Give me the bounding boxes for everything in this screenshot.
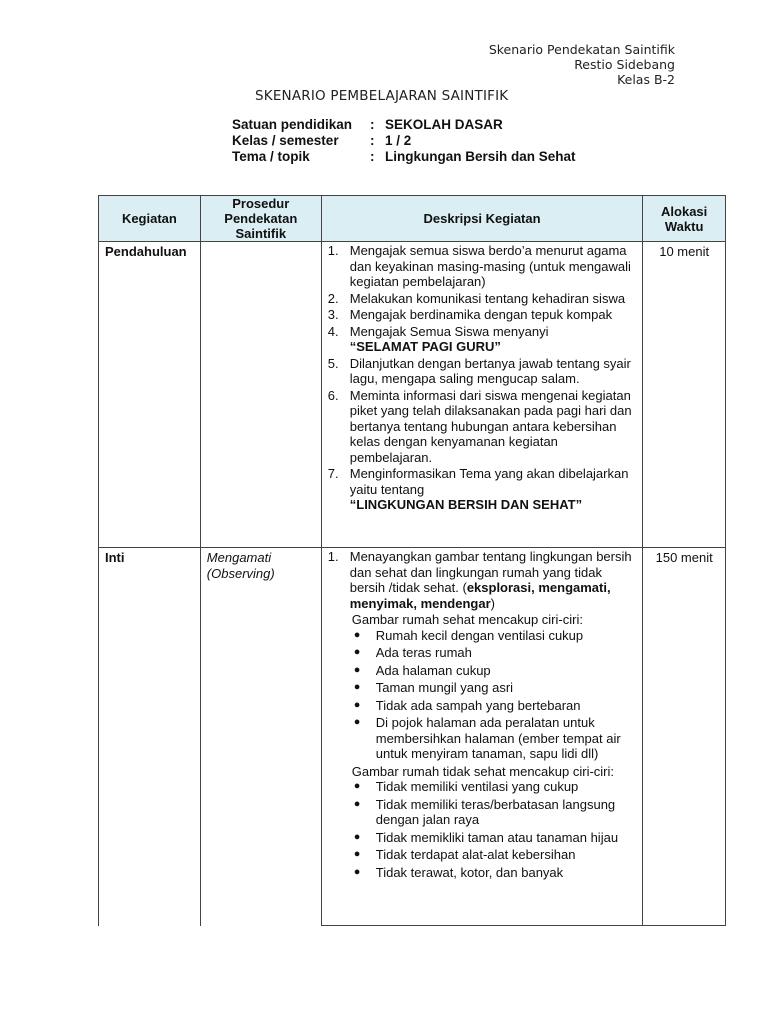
document-header [489,42,675,87]
list-item [354,645,639,661]
sehat-list [328,628,639,762]
meta-label: Tema / topik [232,149,310,164]
list-item [328,466,639,513]
cell-alokasi: 10 menit [643,242,726,548]
step-text: Mengajak berdinamika dengan tepuk kompak [349,307,613,322]
cell-kegiatan: Pendahuluan [99,242,201,548]
step-text: Mengajak semua siswa berdo’a menurut agama dan keyakinan masing-masing (untuk mengawali kegiatan pembelajaran) [349,243,631,289]
list-item [328,243,639,290]
scenario-table [98,195,726,926]
list-item [354,865,639,881]
table-row-inti [99,548,726,926]
step-text-wrap [350,324,639,355]
bullet-icon: ● [353,663,361,676]
bullet-icon: ● [353,628,361,641]
header-alokasi: Alokasi Waktu [643,196,726,242]
table-row-pendahuluan [99,242,726,548]
tidak-sehat-intro: Gambar rumah tidak sehat mencakup ciri-ciri: [351,763,615,779]
meta-label: Kelas / semester [232,133,339,148]
meta-block [232,117,576,165]
step-text-wrap [350,549,639,611]
bullet-icon: ● [353,865,361,878]
header-line-1: Skenario Pendekatan Saintifik [488,42,675,57]
theme-title: “LINGKUNGAN BERSIH DAN SEHAT” [349,497,583,512]
step-text: Menginformasikan Tema yang akan dibelajarkan yaitu tentang [349,466,629,497]
meta-colon: : [370,117,375,132]
bullet-text: Tidak memikliki taman atau tanaman hijau [375,829,619,845]
step-number: 4. [327,323,339,339]
list-item [328,388,639,466]
sehat-intro: Gambar rumah sehat mencakup ciri-ciri: [351,612,583,627]
bullet-text: Taman mungil yang asri [375,680,514,695]
step-text-wrap [350,466,639,513]
header-kegiatan: Kegiatan [99,196,201,242]
bullet-text: Tidak memiliki teras/berbatasan langsung dengan jalan raya [375,796,616,827]
cell-deskripsi [321,242,643,548]
header-deskripsi: Deskripsi Kegiatan [321,196,643,242]
bullet-icon: ● [353,698,361,711]
song-title: “SELAMAT PAGI GURU” [349,339,501,354]
bullet-text: Tidak memiliki ventilasi yang cukup [375,779,579,794]
bullet-icon: ● [353,797,361,810]
list-item [354,797,639,828]
step-number: 7. [327,466,339,481]
cell-prosedur [200,242,321,548]
step-number: 3. [327,307,339,322]
list-item [354,779,639,795]
bullet-text: Ada halaman cukup [375,662,491,678]
bullet-icon: ● [353,848,361,860]
step-number: 6. [327,387,339,403]
bullet-text: Tidak terdapat alat-alat kebersihan [375,847,576,862]
list-item [354,698,639,714]
table-header-row [99,196,726,242]
list-item [354,680,639,696]
tidak-sehat-list [328,779,639,880]
bullet-text: Ada teras rumah [375,645,472,660]
list-item [354,715,639,762]
step-number: 1. [327,243,339,258]
step-text-close: ) [490,595,495,611]
header-prosedur: Prosedur Pendekatan Saintifik [200,196,321,242]
bullet-icon: ● [353,780,361,792]
list-item [328,549,639,611]
meta-colon: : [370,133,375,148]
step-text: Meminta informasi dari siswa mengenai kegiatan piket yang telah dilaksanakan pada pagi hari dan bertanya tentang hubungan antara kebersihan kelas dengan kenyamanan kegiatan pembelajaran. [349,387,632,465]
bullet-icon: ● [353,646,361,658]
bullet-text: Tidak ada sampah yang bertebaran [375,697,581,713]
list-item [354,847,639,863]
meta-value: SEKOLAH DASAR [385,117,503,132]
step-list [328,549,639,611]
list-item [354,830,639,846]
meta-row [232,117,576,133]
step-text: Mengajak Semua Siswa menyanyi [349,323,549,339]
list-item [328,356,639,387]
list-item [328,324,639,355]
bullet-icon: ● [353,716,361,728]
bullet-icon: ● [353,681,361,693]
step-list [328,243,639,513]
cell-alokasi: 150 menit [643,548,726,926]
bullet-text: Di pojok halaman ada peralatan untuk membersihkan halaman (ember tempat air untuk menyiram tanaman, sapu lidi dll) [375,715,621,761]
document-title: SKENARIO PEMBELAJARAN SAINTIFIK [255,88,509,104]
meta-label: Satuan pendidikan [232,117,353,132]
list-item [354,628,639,644]
list-item [328,291,639,307]
step-number: 2. [327,290,339,306]
cell-kegiatan: Inti [99,548,201,926]
meta-value: 1 / 2 [385,133,412,148]
bullet-icon: ● [353,830,361,843]
bullet-text: Tidak terawat, kotor, dan banyak [375,864,564,880]
meta-value: Lingkungan Bersih dan Sehat [385,149,576,164]
step-number: 1. [327,549,339,564]
step-text: Melakukan komunikasi tentang kehadiran siswa [349,290,626,306]
meta-row [232,133,576,149]
header-line-2: Restio Sidebang [574,57,675,72]
meta-row [232,149,576,165]
cell-prosedur: Mengamati (Observing) [200,548,321,926]
list-item [354,663,639,679]
meta-colon: : [370,149,375,164]
step-number: 5. [327,355,339,371]
bullet-text: Rumah kecil dengan ventilasi cukup [375,627,584,643]
header-line-3: Kelas B-2 [617,72,675,87]
step-text: Dilanjutkan dengan bertanya jawab tentang syair lagu, mengapa saling mengucap salam. [349,355,631,386]
list-item [328,307,639,323]
activity-keywords: eksplorasi, mengamati, menyimak, mendengar [349,580,611,611]
cell-deskripsi [321,548,643,926]
step-text: Menayangkan gambar tentang lingkungan bersih dan sehat dan lingkungan rumah yang tidak bersih /tidak sehat. ( [349,549,632,595]
